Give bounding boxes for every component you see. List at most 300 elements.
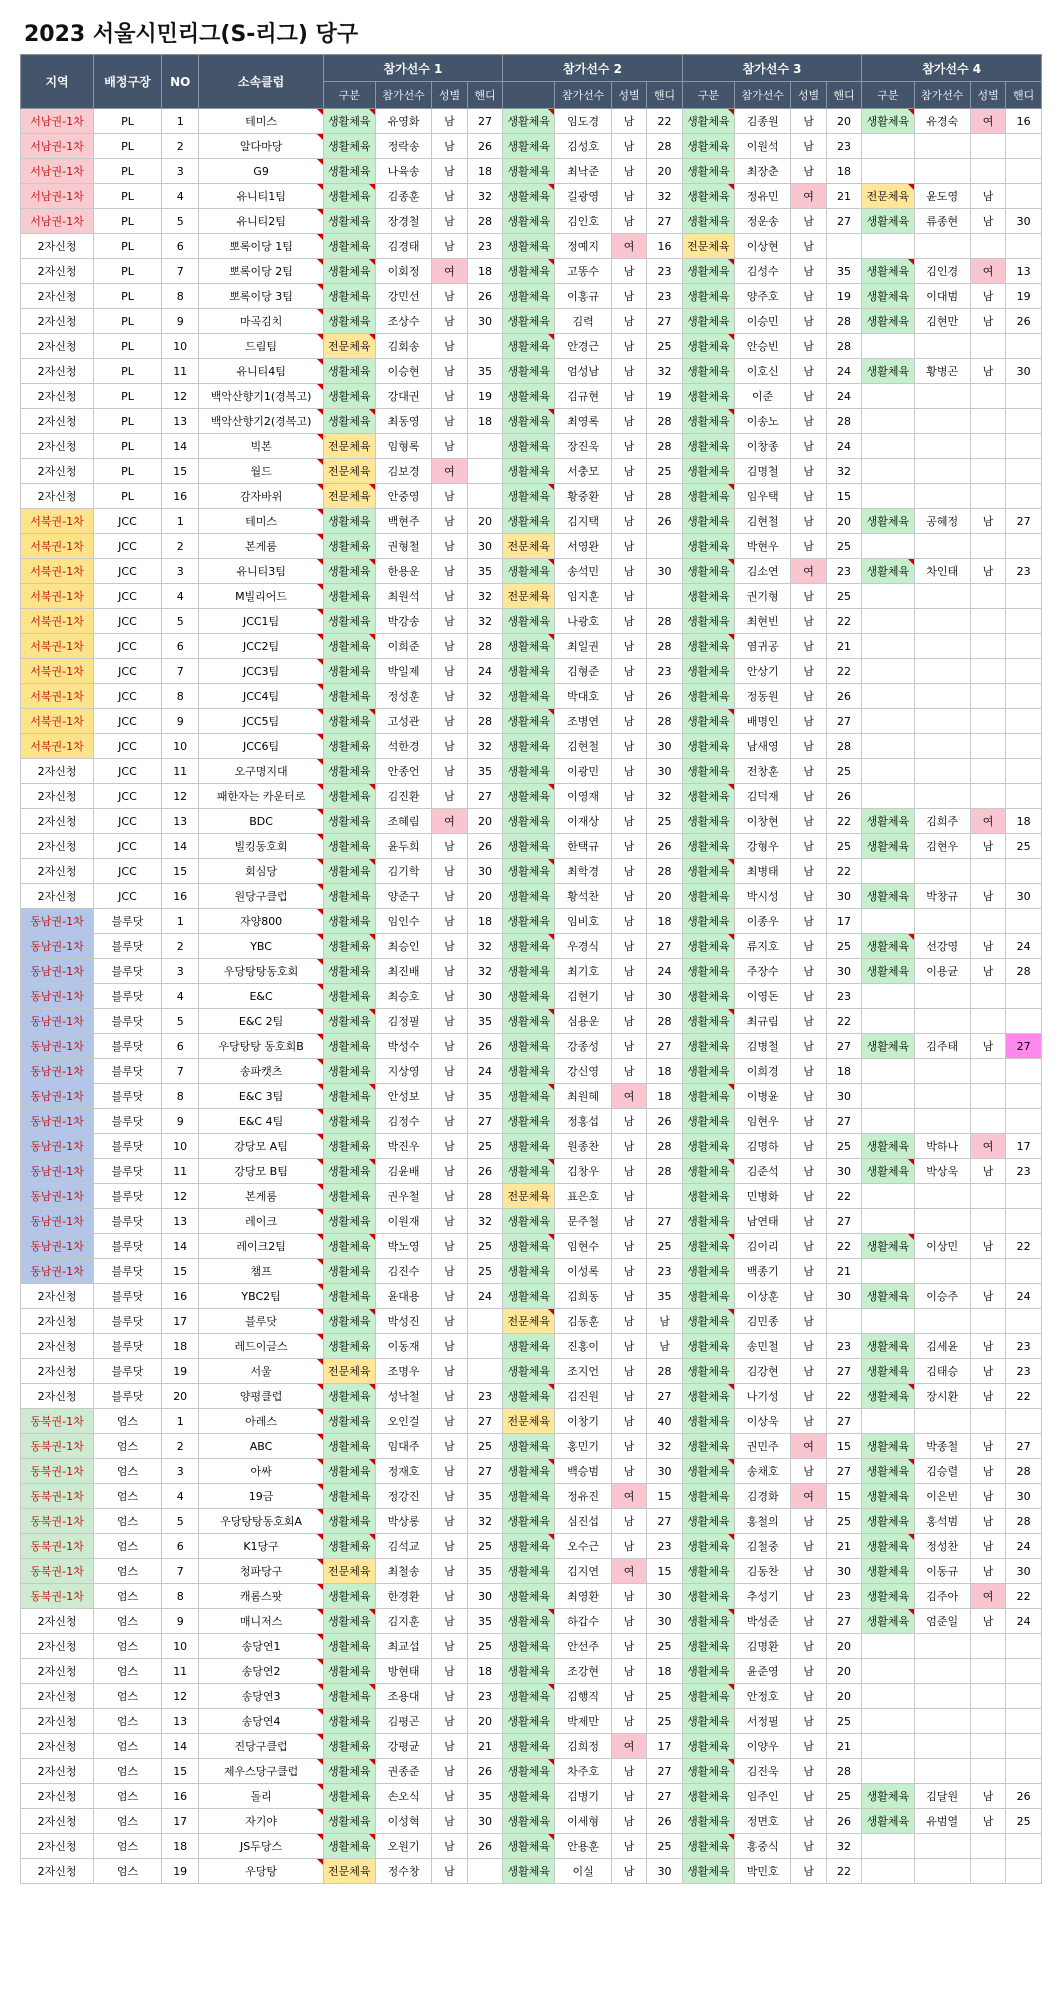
player2-gender-cell: 남: [611, 1434, 646, 1459]
player3-category-cell: 생활체육: [682, 1259, 734, 1284]
player2-gender-cell: 여: [611, 1559, 646, 1584]
player2-name-cell: 정예지: [555, 234, 611, 259]
region-cell: 2자신청: [21, 284, 94, 309]
venue-cell: JCC: [94, 684, 162, 709]
player2-name-cell: 오수근: [555, 1534, 611, 1559]
club-cell: YBC2팀: [199, 1284, 323, 1309]
empty-slot-cell: [862, 659, 914, 684]
player2-category-cell: 생활체육: [503, 1634, 555, 1659]
player4-gender-cell: 남: [970, 1384, 1005, 1409]
empty-slot-cell: [970, 909, 1005, 934]
player2-name-cell: 조지언: [555, 1359, 611, 1384]
player2-name-cell: 최일권: [555, 634, 611, 659]
venue-cell: 블루닷: [94, 1334, 162, 1359]
player3-gender-cell: 남: [791, 1559, 826, 1584]
player1-gender-cell: 남: [432, 934, 467, 959]
player2-handicap-cell: 25: [647, 809, 683, 834]
player1-gender-cell: 남: [432, 734, 467, 759]
no-cell: 20: [161, 1384, 199, 1409]
no-cell: 7: [161, 259, 199, 284]
empty-slot-cell: [970, 1659, 1005, 1684]
player3-handicap-cell: 15: [826, 1434, 862, 1459]
player3-category-cell: 생활체육: [682, 1359, 734, 1384]
player1-handicap-cell: 26: [467, 284, 503, 309]
player1-handicap-cell: 18: [467, 159, 503, 184]
player2-gender-cell: 남: [611, 1859, 646, 1884]
region-cell: 2자신청: [21, 1359, 94, 1384]
empty-slot-cell: [970, 784, 1005, 809]
player2-category-cell: 생활체육: [503, 1134, 555, 1159]
region-cell: 동남권-1차: [21, 934, 94, 959]
table-row: [21, 784, 1042, 809]
player1-name-cell: 조용대: [375, 1684, 431, 1709]
empty-slot-cell: [1006, 609, 1042, 634]
player2-handicap-cell: 32: [647, 359, 683, 384]
table-row: [21, 909, 1042, 934]
player4-gender-cell: 남: [970, 309, 1005, 334]
venue-cell: PL: [94, 259, 162, 284]
player3-handicap-cell: 23: [826, 1334, 862, 1359]
player2-handicap-cell: 17: [647, 1734, 683, 1759]
table-row: [21, 809, 1042, 834]
player4-category-cell: 생활체육: [862, 959, 914, 984]
no-cell: 13: [161, 409, 199, 434]
player2-category-cell: 생활체육: [503, 209, 555, 234]
player1-category-cell: 생활체육: [323, 1059, 375, 1084]
player3-category-cell: 생활체육: [682, 1734, 734, 1759]
player1-name-cell: 김회송: [375, 334, 431, 359]
no-cell: 9: [161, 709, 199, 734]
player1-name-cell: 정성훈: [375, 684, 431, 709]
player4-category-cell: 생활체육: [862, 1784, 914, 1809]
no-cell: 15: [161, 859, 199, 884]
player2-category-cell: 생활체육: [503, 959, 555, 984]
player2-gender-cell: 남: [611, 1309, 646, 1334]
player1-category-cell: 생활체육: [323, 109, 375, 134]
subheader-handicap: 핸디: [647, 82, 683, 109]
table-row: [21, 734, 1042, 759]
player2-category-cell: 생활체육: [503, 1234, 555, 1259]
player2-handicap-cell: 30: [647, 1459, 683, 1484]
player1-gender-cell: 남: [432, 559, 467, 584]
player4-name-cell: 박상욱: [914, 1159, 970, 1184]
region-cell: 2자신청: [21, 334, 94, 359]
club-cell: 우당탕탕동호회A: [199, 1509, 323, 1534]
header-region: 지역: [21, 55, 94, 109]
no-cell: 8: [161, 1084, 199, 1109]
table-row: [21, 1209, 1042, 1234]
player4-category-cell: 생활체육: [862, 509, 914, 534]
player1-handicap-cell: 23: [467, 1684, 503, 1709]
player1-category-cell: 생활체육: [323, 1484, 375, 1509]
player2-handicap-cell: 30: [647, 734, 683, 759]
player2-category-cell: 생활체육: [503, 109, 555, 134]
player3-handicap-cell: 30: [826, 1159, 862, 1184]
player2-handicap-cell: 남: [647, 1334, 683, 1359]
player2-handicap-cell: 18: [647, 1084, 683, 1109]
empty-slot-cell: [862, 1634, 914, 1659]
player4-handicap-cell: 22: [1006, 1384, 1042, 1409]
player2-gender-cell: 남: [611, 1359, 646, 1384]
empty-slot-cell: [1006, 1634, 1042, 1659]
player2-name-cell: 정유진: [555, 1484, 611, 1509]
player1-name-cell: 윤대용: [375, 1284, 431, 1309]
player1-gender-cell: 남: [432, 359, 467, 384]
player3-gender-cell: 남: [791, 1234, 826, 1259]
table-row: [21, 984, 1042, 1009]
player2-gender-cell: 남: [611, 359, 646, 384]
player4-handicap-cell: 27: [1006, 1034, 1042, 1059]
player2-name-cell: 조강현: [555, 1659, 611, 1684]
player3-category-cell: 생활체육: [682, 1034, 734, 1059]
player1-category-cell: 생활체육: [323, 609, 375, 634]
empty-slot-cell: [970, 1409, 1005, 1434]
player3-handicap-cell: 27: [826, 1409, 862, 1434]
empty-slot-cell: [914, 159, 970, 184]
empty-slot-cell: [1006, 684, 1042, 709]
player3-gender-cell: 남: [791, 1109, 826, 1134]
empty-slot-cell: [970, 984, 1005, 1009]
player3-gender-cell: 남: [791, 1609, 826, 1634]
no-cell: 12: [161, 384, 199, 409]
player3-gender-cell: 남: [791, 334, 826, 359]
player4-category-cell: 생활체육: [862, 284, 914, 309]
empty-slot-cell: [914, 134, 970, 159]
player4-name-cell: 엄준일: [914, 1609, 970, 1634]
player1-handicap-cell: 26: [467, 134, 503, 159]
table-row: [21, 484, 1042, 509]
empty-slot-cell: [862, 1109, 914, 1134]
player2-name-cell: 임현수: [555, 1234, 611, 1259]
player2-name-cell: 강신영: [555, 1059, 611, 1084]
player2-handicap-cell: 23: [647, 284, 683, 309]
club-cell: 캐롬스팟: [199, 1584, 323, 1609]
region-cell: 2자신청: [21, 259, 94, 284]
player3-category-cell: 생활체육: [682, 684, 734, 709]
empty-slot-cell: [970, 1184, 1005, 1209]
empty-slot-cell: [914, 1634, 970, 1659]
table-row: [21, 1809, 1042, 1834]
empty-slot-cell: [862, 759, 914, 784]
table-row: [21, 1509, 1042, 1534]
player1-gender-cell: 남: [432, 759, 467, 784]
player2-gender-cell: 남: [611, 409, 646, 434]
club-cell: 감자바위: [199, 484, 323, 509]
table-row: [21, 1059, 1042, 1084]
venue-cell: 엄스: [94, 1634, 162, 1659]
player1-gender-cell: 남: [432, 609, 467, 634]
player2-handicap-cell: 30: [647, 1609, 683, 1634]
player1-gender-cell: 남: [432, 1259, 467, 1284]
venue-cell: 엄스: [94, 1759, 162, 1784]
player3-name-cell: 홍철의: [734, 1509, 790, 1534]
player2-name-cell: 김형준: [555, 659, 611, 684]
player2-category-cell: 전문체육: [503, 1409, 555, 1434]
player2-handicap-cell: 27: [647, 209, 683, 234]
region-cell: 2자신청: [21, 1859, 94, 1884]
player1-handicap-cell: 28: [467, 709, 503, 734]
player1-handicap-cell: 30: [467, 534, 503, 559]
player4-name-cell: 홍석범: [914, 1509, 970, 1534]
player3-handicap-cell: 25: [826, 534, 862, 559]
empty-slot-cell: [970, 434, 1005, 459]
player1-gender-cell: 남: [432, 209, 467, 234]
player2-name-cell: 길광영: [555, 184, 611, 209]
empty-slot-cell: [914, 1759, 970, 1784]
player3-handicap-cell: 25: [826, 1784, 862, 1809]
player1-handicap-cell: 32: [467, 184, 503, 209]
empty-slot-cell: [1006, 659, 1042, 684]
no-cell: 14: [161, 1234, 199, 1259]
no-cell: 13: [161, 809, 199, 834]
empty-slot-cell: [1006, 1834, 1042, 1859]
player1-handicap-cell: 30: [467, 984, 503, 1009]
player3-handicap-cell: 25: [826, 1509, 862, 1534]
player2-handicap-cell: 40: [647, 1409, 683, 1434]
player3-handicap-cell: 23: [826, 984, 862, 1009]
player3-gender-cell: 남: [791, 109, 826, 134]
player3-name-cell: 최장춘: [734, 159, 790, 184]
player4-name-cell: 유범열: [914, 1809, 970, 1834]
empty-slot-cell: [862, 734, 914, 759]
region-cell: 2자신청: [21, 809, 94, 834]
player3-gender-cell: 남: [791, 1809, 826, 1834]
venue-cell: 엄스: [94, 1684, 162, 1709]
player4-gender-cell: 여: [970, 109, 1005, 134]
player3-gender-cell: 남: [791, 1784, 826, 1809]
player1-name-cell: 나육송: [375, 159, 431, 184]
player4-category-cell: 생활체육: [862, 1559, 914, 1584]
player3-name-cell: 안정호: [734, 1684, 790, 1709]
player3-gender-cell: 남: [791, 1734, 826, 1759]
player2-category-cell: 생활체육: [503, 1659, 555, 1684]
club-cell: 유니티1팀: [199, 184, 323, 209]
region-cell: 동남권-1차: [21, 1009, 94, 1034]
table-row: [21, 409, 1042, 434]
player1-gender-cell: 남: [432, 334, 467, 359]
player1-handicap-cell: 25: [467, 1259, 503, 1284]
region-cell: 2자신청: [21, 359, 94, 384]
player3-category-cell: 생활체육: [682, 1084, 734, 1109]
player3-category-cell: 생활체육: [682, 634, 734, 659]
player3-name-cell: 이승민: [734, 309, 790, 334]
empty-slot-cell: [862, 984, 914, 1009]
player1-category-cell: 생활체육: [323, 534, 375, 559]
player3-category-cell: 생활체육: [682, 1609, 734, 1634]
player1-category-cell: 생활체육: [323, 1109, 375, 1134]
player2-name-cell: 김지연: [555, 1559, 611, 1584]
player2-handicap-cell: 남: [647, 1309, 683, 1334]
empty-slot-cell: [970, 1709, 1005, 1734]
club-cell: E&C 4팀: [199, 1109, 323, 1134]
club-cell: 마곡김치: [199, 309, 323, 334]
empty-slot-cell: [970, 609, 1005, 634]
player2-name-cell: 우경식: [555, 934, 611, 959]
player1-category-cell: 생활체육: [323, 1284, 375, 1309]
table-row: [21, 884, 1042, 909]
player4-category-cell: 생활체육: [862, 809, 914, 834]
player2-category-cell: 생활체육: [503, 1434, 555, 1459]
region-cell: 서북권-1차: [21, 584, 94, 609]
table-row: [21, 1534, 1042, 1559]
player4-name-cell: 이용균: [914, 959, 970, 984]
empty-slot-cell: [970, 534, 1005, 559]
club-cell: 회심당: [199, 859, 323, 884]
club-cell: 우당탕: [199, 1859, 323, 1884]
venue-cell: JCC: [94, 659, 162, 684]
player2-handicap-cell: 32: [647, 784, 683, 809]
no-cell: 5: [161, 209, 199, 234]
header-player-2: 참가선수 2: [503, 55, 683, 82]
player3-name-cell: 이원석: [734, 134, 790, 159]
no-cell: 9: [161, 309, 199, 334]
empty-slot-cell: [914, 434, 970, 459]
player2-category-cell: 생활체육: [503, 1559, 555, 1584]
player2-category-cell: 생활체육: [503, 1009, 555, 1034]
empty-slot-cell: [914, 584, 970, 609]
player3-gender-cell: 여: [791, 559, 826, 584]
player4-name-cell: 류종현: [914, 209, 970, 234]
player3-category-cell: 생활체육: [682, 259, 734, 284]
subheader-category: 구분: [862, 82, 914, 109]
player3-name-cell: 김이리: [734, 1234, 790, 1259]
player2-gender-cell: 남: [611, 684, 646, 709]
player4-name-cell: 윤도영: [914, 184, 970, 209]
player2-category-cell: 생활체육: [503, 1259, 555, 1284]
table-row: [21, 1734, 1042, 1759]
player2-name-cell: 임지훈: [555, 584, 611, 609]
no-cell: 16: [161, 1284, 199, 1309]
player3-handicap-cell: 20: [826, 1684, 862, 1709]
player3-gender-cell: 남: [791, 934, 826, 959]
player3-gender-cell: 여: [791, 184, 826, 209]
player2-handicap-cell: 26: [647, 1809, 683, 1834]
player2-gender-cell: 남: [611, 209, 646, 234]
empty-slot-cell: [970, 1009, 1005, 1034]
player2-handicap-cell: 28: [647, 484, 683, 509]
player1-category-cell: 생활체육: [323, 134, 375, 159]
player4-handicap-cell: 22: [1006, 1234, 1042, 1259]
player3-gender-cell: 남: [791, 1309, 826, 1334]
no-cell: 18: [161, 1334, 199, 1359]
player1-name-cell: 이원재: [375, 1209, 431, 1234]
player2-gender-cell: 남: [611, 809, 646, 834]
no-cell: 11: [161, 1159, 199, 1184]
venue-cell: PL: [94, 209, 162, 234]
player2-handicap-cell: 28: [647, 859, 683, 884]
player3-name-cell: 김철중: [734, 1534, 790, 1559]
player3-handicap-cell: 25: [826, 1709, 862, 1734]
region-cell: 서남권-1차: [21, 184, 94, 209]
region-cell: 서북권-1차: [21, 634, 94, 659]
player1-name-cell: 오원기: [375, 1834, 431, 1859]
player3-name-cell: 이창종: [734, 434, 790, 459]
player2-name-cell: 최영환: [555, 1584, 611, 1609]
player1-handicap-cell: 26: [467, 1834, 503, 1859]
empty-slot-cell: [914, 1184, 970, 1209]
player2-category-cell: 생활체육: [503, 884, 555, 909]
player1-category-cell: 생활체육: [323, 659, 375, 684]
player4-name-cell: 유경숙: [914, 109, 970, 134]
player1-category-cell: 생활체육: [323, 1434, 375, 1459]
empty-slot-cell: [862, 1834, 914, 1859]
player3-name-cell: 송채호: [734, 1459, 790, 1484]
player3-name-cell: 김성수: [734, 259, 790, 284]
club-cell: 청파당구: [199, 1559, 323, 1584]
no-cell: 3: [161, 1459, 199, 1484]
venue-cell: 엄스: [94, 1509, 162, 1534]
player2-category-cell: 생활체육: [503, 509, 555, 534]
player3-handicap-cell: 15: [826, 1484, 862, 1509]
player1-handicap-cell: 26: [467, 834, 503, 859]
player2-gender-cell: 남: [611, 659, 646, 684]
player4-category-cell: 생활체육: [862, 884, 914, 909]
region-cell: 2자신청: [21, 309, 94, 334]
venue-cell: PL: [94, 309, 162, 334]
no-cell: 8: [161, 684, 199, 709]
player1-gender-cell: 남: [432, 1084, 467, 1109]
player1-gender-cell: 남: [432, 1059, 467, 1084]
player2-handicap-cell: 27: [647, 1034, 683, 1059]
empty-slot-cell: [862, 1209, 914, 1234]
venue-cell: 블루닷: [94, 909, 162, 934]
player2-gender-cell: 남: [611, 1459, 646, 1484]
player3-gender-cell: 남: [791, 1159, 826, 1184]
player1-name-cell: 정락송: [375, 134, 431, 159]
player3-category-cell: 생활체육: [682, 1109, 734, 1134]
table-row: [21, 1759, 1042, 1784]
table-row: [21, 1784, 1042, 1809]
player2-name-cell: 원종찬: [555, 1134, 611, 1159]
player4-handicap-cell: 27: [1006, 1434, 1042, 1459]
no-cell: 4: [161, 984, 199, 1009]
player2-handicap-cell: 23: [647, 659, 683, 684]
player3-name-cell: 임주인: [734, 1784, 790, 1809]
player2-gender-cell: 남: [611, 1384, 646, 1409]
player2-name-cell: 김현철: [555, 734, 611, 759]
player3-name-cell: 최현빈: [734, 609, 790, 634]
player3-handicap-cell: [826, 234, 862, 259]
player1-name-cell: 고성관: [375, 709, 431, 734]
player3-name-cell: 민병화: [734, 1184, 790, 1209]
player2-category-cell: 생활체육: [503, 259, 555, 284]
player4-gender-cell: 여: [970, 1584, 1005, 1609]
player4-handicap-cell: 24: [1006, 1284, 1042, 1309]
empty-slot-cell: [862, 784, 914, 809]
player1-category-cell: 생활체육: [323, 1684, 375, 1709]
venue-cell: JCC: [94, 734, 162, 759]
player1-category-cell: 전문체육: [323, 1859, 375, 1884]
venue-cell: 블루닷: [94, 1209, 162, 1234]
player2-handicap-cell: 20: [647, 159, 683, 184]
player2-name-cell: 김행직: [555, 1684, 611, 1709]
table-row: [21, 1384, 1042, 1409]
player3-handicap-cell: 24: [826, 384, 862, 409]
player2-category-cell: 생활체육: [503, 159, 555, 184]
player3-name-cell: 김경화: [734, 1484, 790, 1509]
table-row: [21, 934, 1042, 959]
region-cell: 2자신청: [21, 1709, 94, 1734]
empty-slot-cell: [914, 1859, 970, 1884]
player3-category-cell: 생활체육: [682, 859, 734, 884]
player1-gender-cell: 남: [432, 484, 467, 509]
player3-name-cell: 전창훈: [734, 759, 790, 784]
player1-name-cell: 양준구: [375, 884, 431, 909]
player1-handicap-cell: 35: [467, 1559, 503, 1584]
player3-gender-cell: 남: [791, 134, 826, 159]
player2-gender-cell: 여: [611, 234, 646, 259]
player3-gender-cell: 남: [791, 1834, 826, 1859]
